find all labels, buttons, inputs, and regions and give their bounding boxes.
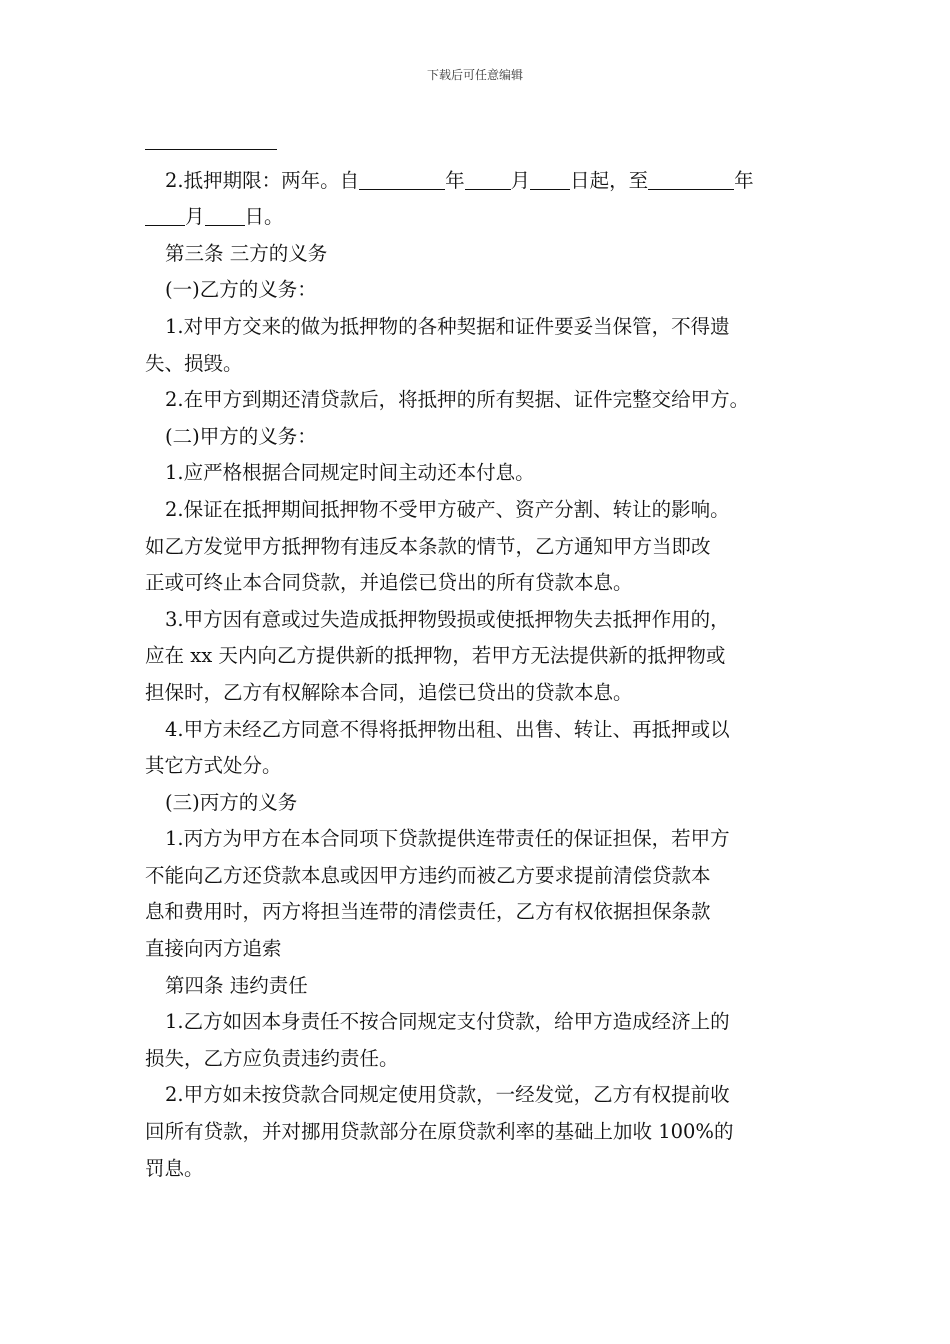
term-text: 年 bbox=[445, 168, 465, 192]
paragraph-line: 正或可终止本合同贷款，并追偿已贷出的所有贷款本息。 bbox=[145, 571, 633, 595]
paragraph-line: 息和费用时，丙方将担当连带的清偿责任，乙方有权依据担保条款 bbox=[145, 900, 711, 924]
paragraph-line: 担保时，乙方有权解除本合同，追偿已贷出的贷款本息。 bbox=[145, 680, 633, 704]
paragraph-line: 2.在甲方到期还清贷款后，将抵押的所有契据、证件完整交给甲方。 bbox=[165, 388, 750, 412]
paragraph-line: 1.乙方如因本身责任不按合同规定支付贷款，给甲方造成经济上的 bbox=[165, 1010, 730, 1034]
paragraph-line: 直接向丙方追索 bbox=[145, 937, 282, 961]
article-3-title: 第三条 三方的义务 bbox=[165, 241, 328, 265]
mortgage-term-line-2 bbox=[145, 199, 813, 236]
paragraph-line: 1.对甲方交来的做为抵押物的各种契据和证件要妥当保管，不得遗 bbox=[165, 314, 730, 338]
paragraph-line: 其它方式处分。 bbox=[145, 754, 282, 778]
underline-blank bbox=[530, 165, 570, 190]
paragraph-line: 1.应严格根据合同规定时间主动还本付息。 bbox=[165, 461, 535, 485]
party-c-heading: (三)丙方的义务 bbox=[165, 790, 298, 814]
paragraph-line: 失、损毁。 bbox=[145, 351, 243, 375]
underline-blank bbox=[465, 165, 511, 190]
underline-blank bbox=[359, 165, 445, 190]
term-text: 日。 bbox=[244, 205, 284, 229]
term-text: 月 bbox=[510, 168, 531, 192]
paragraph-line: 1.丙方为甲方在本合同项下贷款提供连带责任的保证担保，若甲方 bbox=[165, 827, 730, 851]
underline-blank bbox=[205, 201, 245, 226]
paragraph-line: 不能向乙方还贷款本息或因甲方违约而被乙方要求提前清偿贷款本 bbox=[145, 863, 711, 887]
term-text: 日起，至 bbox=[570, 168, 649, 192]
paragraph-line: 应在 xx 天内向乙方提供新的抵押物，若甲方无法提供新的抵押物或 bbox=[145, 644, 726, 668]
paragraph-line: 3.甲方因有意或过失造成抵押物毁损或使抵押物失去抵押作用的， bbox=[165, 607, 730, 631]
term-text: 年 bbox=[734, 168, 754, 192]
underline-blank bbox=[145, 201, 185, 226]
page-header: 下载后可任意编辑 bbox=[426, 68, 523, 82]
article-4-title: 第四条 违约责任 bbox=[165, 973, 308, 997]
paragraph-line: 如乙方发觉甲方抵押物有违反本条款的情节，乙方通知甲方当即改 bbox=[145, 534, 711, 558]
underline-blank bbox=[648, 165, 734, 190]
mortgage-term-line bbox=[145, 163, 813, 200]
party-b-heading: (一)乙方的义务： bbox=[165, 278, 317, 302]
paragraph-line: 罚息。 bbox=[145, 1156, 204, 1180]
paragraph-line: 4.甲方未经乙方同意不得将抵押物出租、出售、转让、再抵押或以 bbox=[165, 717, 730, 741]
paragraph-line: 2.保证在抵押期间抵押物不受甲方破产、资产分割、转让的影响。 bbox=[165, 497, 730, 521]
term-text: 2.抵押期限：两年。自 bbox=[165, 168, 360, 192]
blank-line bbox=[145, 126, 813, 163]
term-text: 月 bbox=[185, 205, 205, 229]
paragraph-line: 2.甲方如未按贷款合同规定使用贷款，一经发觉，乙方有权提前收 bbox=[165, 1083, 730, 1107]
party-a-heading: (二)甲方的义务： bbox=[165, 424, 317, 448]
underline-blank bbox=[145, 127, 277, 150]
document-body bbox=[145, 126, 813, 1187]
paragraph-line: 损失，乙方应负责违约责任。 bbox=[145, 1046, 399, 1070]
paragraph-line: 回所有贷款，并对挪用贷款部分在原贷款利率的基础上加收 100%的 bbox=[145, 1120, 734, 1144]
